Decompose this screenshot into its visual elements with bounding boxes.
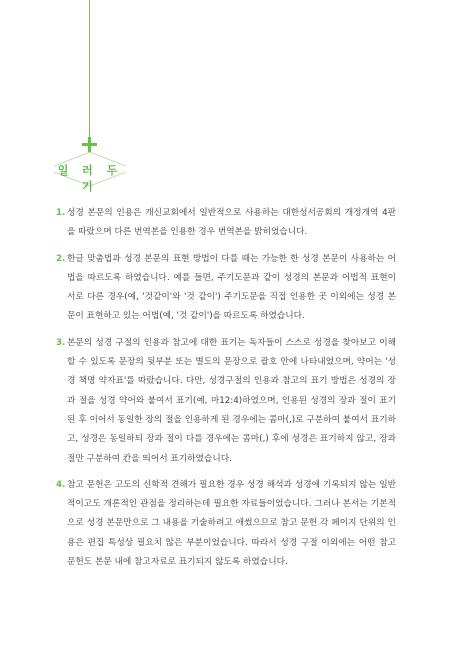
item-number: 1.	[56, 208, 66, 218]
item-text: 참고 문헌은 고도의 신학적 견해가 필요한 경우 성경 해석과 성경에 기록되지 않는 일반적이고도 개론적인 관점을 정리하는데 필요한 자료들이었습니다. 그러나 본서는 기본적으로 성경 본문만으로 그 내용을 기술하려고 애썼으므로 참고 문헌 각 페이지 단위의 인용은 편집 특성상 필요치 않은 부분이었습니다. 따라서 성경 구절 이외에는 어떤 참고 문헌도 본문 내에 참고자료로 표기되지 않도록 하였습니다.	[67, 479, 396, 568]
notes-list	[56, 204, 396, 579]
item-number: 4.	[56, 479, 66, 490]
page-title: 일 러 두 기	[57, 164, 123, 193]
decorative-vertical-line	[89, 0, 90, 137]
list-item	[56, 334, 396, 469]
item-number: 3.	[56, 337, 66, 348]
item-text: 한글 맞춤법과 성경 본문의 표현 방법이 다를 때는 가능한 한 성경 본문이 사용하는 어법을 따르도록 하였습니다. 예를 들면, 주기도문과 같이 성경의 본문과 어법적 표현이 서로 다른 경우(예, '것같이'와 '것 같이') 주기도문을 직접 인용한 곳 이외에는 성경 본문이 표현하고 있는 어법(예, '것 같이')을 따르도록 하였습니다.	[67, 253, 396, 322]
list-item	[56, 204, 396, 243]
item-text: 본문의 성경 구절의 인용과 참고에 대한 표기는 독자들이 스스로 성경을 찾아보고 이해할 수 있도록 문장의 뒷부분 또는 별도의 문장으로 괄호 안에 나타내었으며, 약어는 '성경 책명 약자표'를 따랐습니다. 다만, 성경구절의 인용과 참고의 표기 방법은 성경의 장과 절을 성경 약어와 붙여서 표기(예, 마12:4)하였으며, 인용된 성경의 장과 절이 표기된 후 이어서 동일한 장의 절을 인용하게 된 경우에는 콤마(,)로 구분하여 붙여서 표기하고, 성경은 동일하되 장과 절이 다를 경우에는 콤마(,) 후에 성경은 표기하지 않고, 장과 절만 구분하여 칸을 띄어서 표기하였습니다.	[67, 337, 396, 464]
list-item	[56, 250, 396, 327]
item-text: 성경 본문의 인용은 개신교회에서 일반적으로 사용하는 대한성서공회의 개정개역 4판을 따랐으며 다른 번역본을 인용한 경우 번역본을 밝히었습니다.	[67, 208, 396, 238]
list-item	[56, 476, 396, 572]
item-number: 2.	[56, 253, 66, 264]
